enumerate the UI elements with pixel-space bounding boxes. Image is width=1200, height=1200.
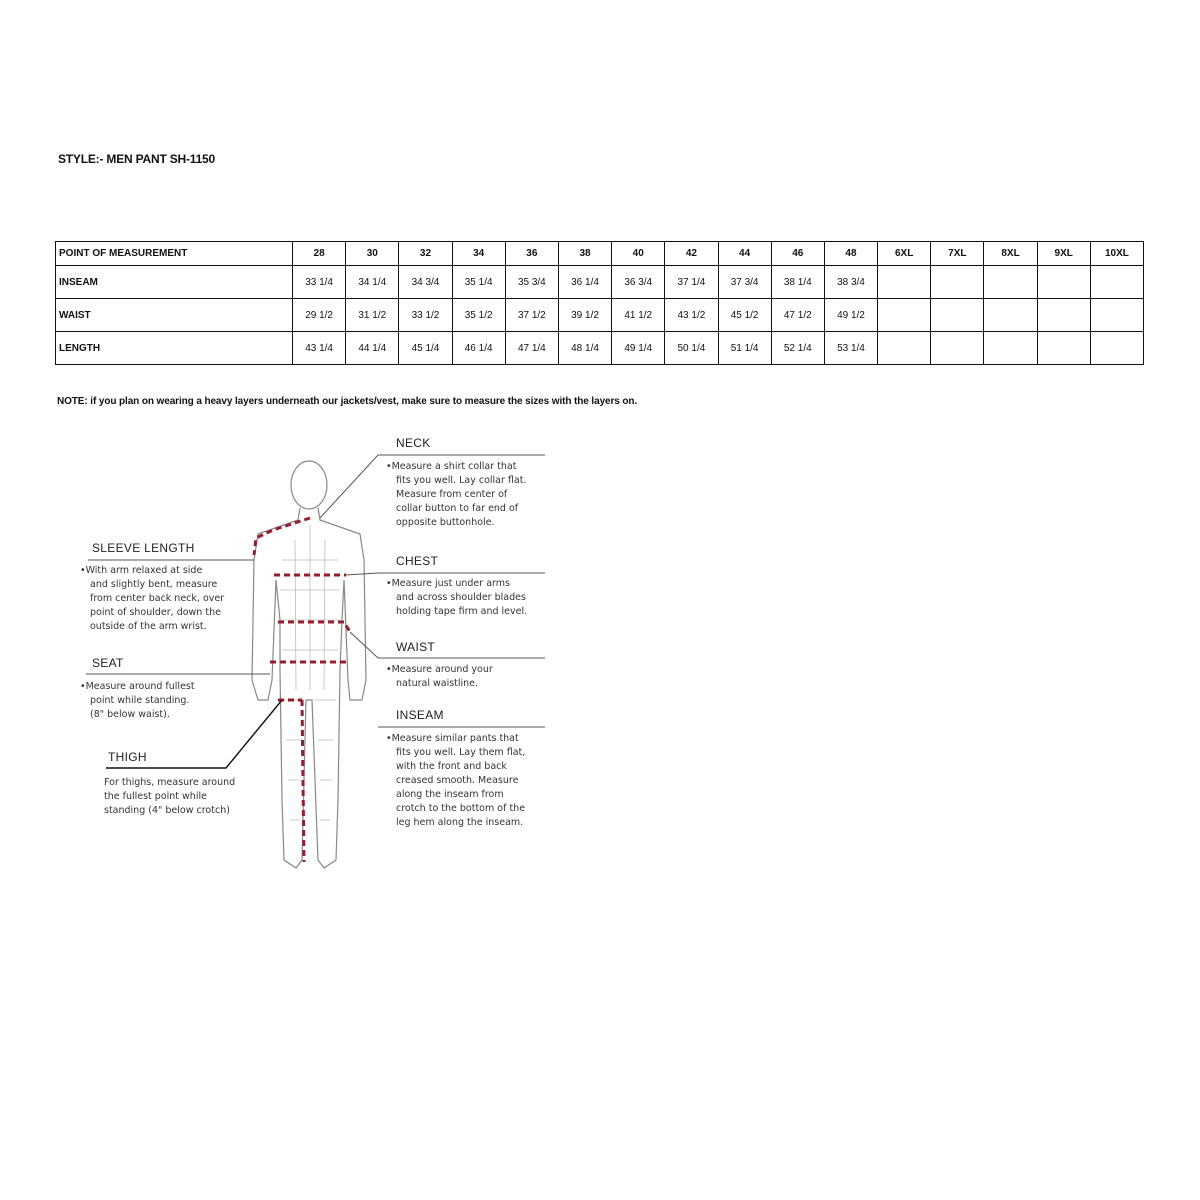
waist-text bbox=[386, 663, 556, 691]
table-cell: 46 1/4 bbox=[452, 332, 505, 365]
inseam-line: crotch to the bottom of the bbox=[396, 803, 526, 814]
size-header: 48 bbox=[824, 242, 877, 266]
table-cell: 50 1/4 bbox=[665, 332, 718, 365]
thigh-line: standing (4" below crotch) bbox=[104, 805, 230, 816]
inseam-line: along the inseam from bbox=[396, 789, 504, 800]
inseam-line: • Measure similar pants that bbox=[386, 732, 556, 746]
table-cell: 35 3/4 bbox=[505, 266, 558, 299]
size-header: 9XL bbox=[1037, 242, 1090, 266]
header-label: POINT OF MEASUREMENT bbox=[56, 242, 293, 266]
seat-line: point while standing. bbox=[90, 695, 190, 706]
neck-text bbox=[386, 460, 556, 530]
waist-line: natural waistline. bbox=[396, 678, 479, 689]
seat-heading: SEAT bbox=[92, 656, 124, 670]
table-cell: 45 1/2 bbox=[718, 299, 771, 332]
table-cell: 37 3/4 bbox=[718, 266, 771, 299]
inseam-heading: INSEAM bbox=[396, 708, 444, 722]
inseam-line: with the front and back bbox=[396, 761, 507, 772]
table-cell: 41 1/2 bbox=[612, 299, 665, 332]
table-cell: 51 1/4 bbox=[718, 332, 771, 365]
row-label: WAIST bbox=[56, 299, 293, 332]
table-cell: 47 1/4 bbox=[505, 332, 558, 365]
seat-text bbox=[80, 680, 250, 722]
chest-line: • Measure just under arms bbox=[386, 577, 556, 591]
size-header: 6XL bbox=[878, 242, 931, 266]
waist-heading: WAIST bbox=[396, 640, 436, 654]
size-header: 42 bbox=[665, 242, 718, 266]
thigh-line: For thighs, measure around bbox=[104, 777, 236, 788]
table-cell: 52 1/4 bbox=[771, 332, 824, 365]
row-label: INSEAM bbox=[56, 266, 293, 299]
table-cell: 38 1/4 bbox=[771, 266, 824, 299]
thigh-line: the fullest point while bbox=[104, 791, 207, 802]
inseam-text bbox=[386, 732, 556, 830]
table-cell: 34 1/4 bbox=[346, 266, 399, 299]
chest-heading: CHEST bbox=[396, 554, 439, 568]
size-header: 34 bbox=[452, 242, 505, 266]
table-cell: 37 1/4 bbox=[665, 266, 718, 299]
neck-line: collar button to far end of bbox=[396, 503, 519, 514]
size-header: 10XL bbox=[1090, 242, 1143, 266]
size-header: 32 bbox=[399, 242, 452, 266]
sleeve-line: point of shoulder, down the bbox=[90, 607, 221, 618]
table-cell: 48 1/4 bbox=[558, 332, 611, 365]
sleeve-line: and slightly bent, measure bbox=[90, 579, 218, 590]
neck-line: fits you well. Lay collar flat. bbox=[396, 475, 527, 486]
neck-line: opposite buttonhole. bbox=[396, 517, 495, 528]
table-cell: 37 1/2 bbox=[505, 299, 558, 332]
table-cell: 38 3/4 bbox=[824, 266, 877, 299]
table-cell: 53 1/4 bbox=[824, 332, 877, 365]
table-cell: 33 1/2 bbox=[399, 299, 452, 332]
sleeve-line: outside of the arm wrist. bbox=[90, 621, 207, 632]
thigh-heading: THIGH bbox=[108, 750, 147, 764]
sleeve-heading: SLEEVE LENGTH bbox=[92, 541, 195, 555]
thigh-text bbox=[104, 776, 274, 818]
table-cell: 34 3/4 bbox=[399, 266, 452, 299]
sleeve-text bbox=[80, 564, 250, 634]
table-cell: 29 1/2 bbox=[293, 299, 346, 332]
neck-heading: NECK bbox=[396, 436, 431, 450]
inseam-line: fits you well. Lay them flat, bbox=[396, 747, 526, 758]
neck-line: Measure from center of bbox=[396, 489, 508, 500]
size-header: 46 bbox=[771, 242, 824, 266]
size-header: 40 bbox=[612, 242, 665, 266]
seat-line: • Measure around fullest bbox=[80, 680, 250, 694]
sleeve-line: • With arm relaxed at side bbox=[80, 564, 250, 578]
table-cell: 35 1/4 bbox=[452, 266, 505, 299]
size-header: 30 bbox=[346, 242, 399, 266]
size-header: 38 bbox=[558, 242, 611, 266]
table-cell: 49 1/2 bbox=[824, 299, 877, 332]
table-cell: 39 1/2 bbox=[558, 299, 611, 332]
size-header: 7XL bbox=[931, 242, 984, 266]
table-cell: 44 1/4 bbox=[346, 332, 399, 365]
table-cell: 43 1/2 bbox=[665, 299, 718, 332]
table-cell: 47 1/2 bbox=[771, 299, 824, 332]
note-text: NOTE: if you plan on wearing a heavy layers underneath our jackets/vest, make sure to measure the sizes with the layers on. bbox=[57, 396, 638, 407]
neck-line: • Measure a shirt collar that bbox=[386, 460, 556, 474]
table-cell: 36 3/4 bbox=[612, 266, 665, 299]
chest-line: and across shoulder blades bbox=[396, 592, 526, 603]
figure-grid bbox=[280, 525, 340, 820]
chest-line: holding tape firm and level. bbox=[396, 606, 528, 617]
row-label: LENGTH bbox=[56, 332, 293, 365]
seat-line: (8" below waist). bbox=[90, 709, 170, 720]
sleeve-line: from center back neck, over bbox=[90, 593, 225, 604]
size-header: 44 bbox=[718, 242, 771, 266]
table-cell: 45 1/4 bbox=[399, 332, 452, 365]
table-cell: 33 1/4 bbox=[293, 266, 346, 299]
table-cell: 43 1/4 bbox=[293, 332, 346, 365]
table-cell: 35 1/2 bbox=[452, 299, 505, 332]
inseam-line: creased smooth. Measure bbox=[396, 775, 519, 786]
style-title: STYLE:- MEN PANT SH-1150 bbox=[58, 152, 216, 166]
size-header: 28 bbox=[293, 242, 346, 266]
chest-text bbox=[386, 577, 556, 619]
table-cell: 31 1/2 bbox=[346, 299, 399, 332]
size-header: 36 bbox=[505, 242, 558, 266]
size-header: 8XL bbox=[984, 242, 1037, 266]
waist-line: • Measure around your bbox=[386, 663, 556, 677]
table-cell: 36 1/4 bbox=[558, 266, 611, 299]
inseam-line: leg hem along the inseam. bbox=[396, 817, 524, 828]
table-cell: 49 1/4 bbox=[612, 332, 665, 365]
